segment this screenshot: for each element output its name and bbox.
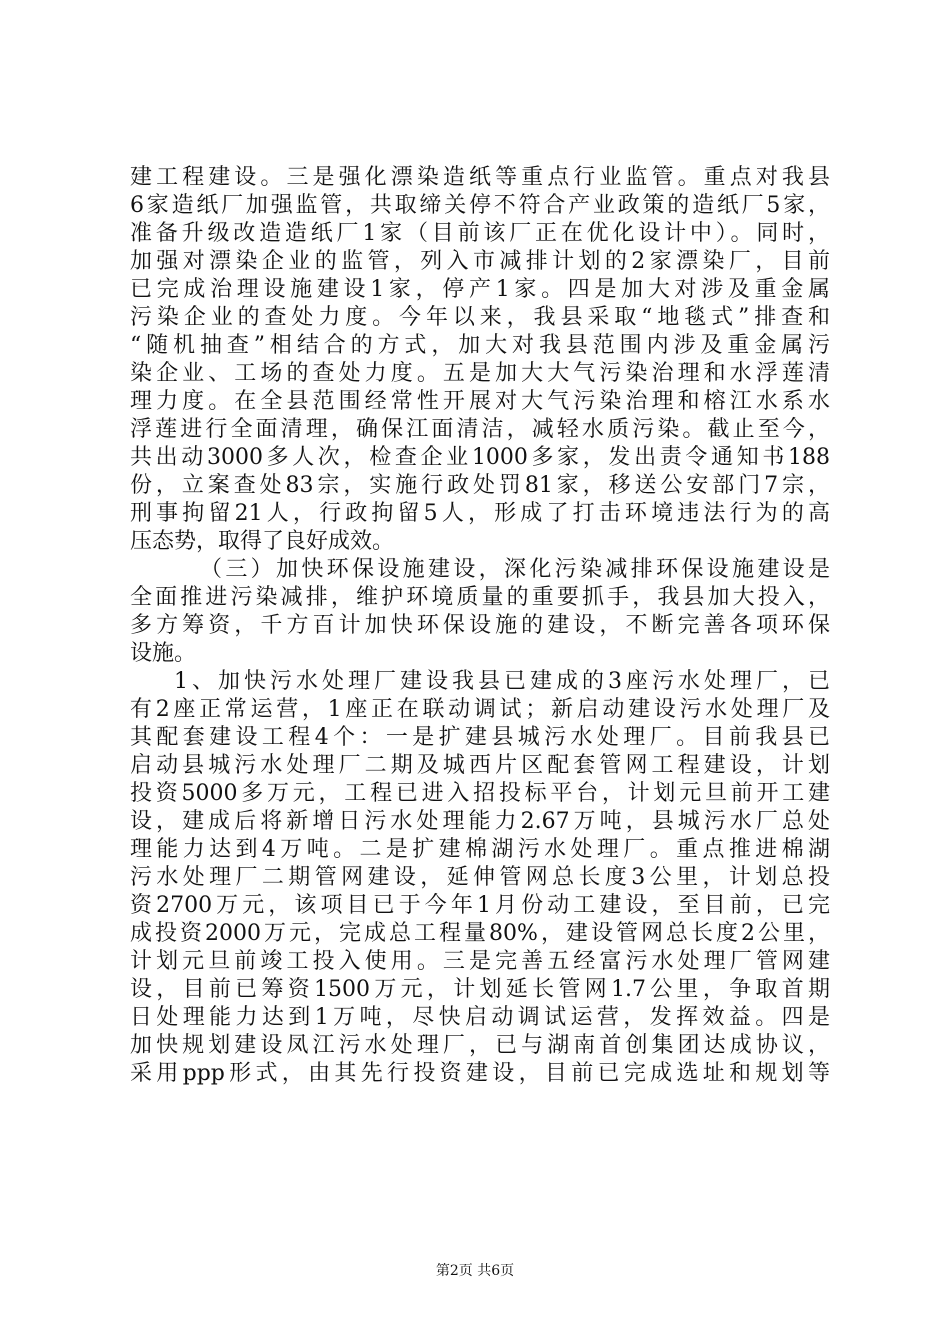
text-line: 理力度。在全县范围经常性开展对大气污染治理和榕江水系水 [130,389,830,414]
text-line: 污染企业的查处力度。今年以来，我县采取“地毯式”排查和 [130,305,830,330]
text-line: 投资5000多万元，工程已进入招投标平台，计划元旦前开工建 [130,781,830,806]
text-line: 污水处理厂二期管网建设，延伸管网总长度3公里，计划总投 [130,865,830,890]
text-line: 浮莲进行全面清理，确保江面清洁，减轻水质污染。截止至今， [130,417,830,442]
text-line: （三）加快环保设施建设，深化污染减排环保设施建设是 [200,557,830,582]
text-line: “随机抽查”相结合的方式，加大对我县范围内涉及重金属污 [130,333,830,358]
text-line: 成投资2000万元，完成总工程量80%，建设管网总长度2公里， [130,921,830,946]
text-line: 资2700万元，该项目已于今年1月份动工建设，至目前，已完 [130,893,830,918]
text-line: 加强对漂染企业的监管，列入市减排计划的2家漂染厂，目前 [130,249,830,274]
text-line: 采用ppp形式，由其先行投资建设，目前已完成选址和规划等 [130,1061,830,1086]
text-line: 设施。 [130,641,197,666]
text-line: 全面推进污染减排，维护环境质量的重要抓手，我县加大投入， [130,585,830,610]
text-line: 压态势，取得了良好成效。 [130,529,395,554]
text-line: 启动县城污水处理厂二期及城西片区配套管网工程建设，计划 [130,753,830,778]
text-line: 已完成治理设施建设1家，停产1家。四是加大对涉及重金属 [130,277,830,302]
paragraph [130,556,830,668]
text-line: 刑事拘留21人，行政拘留5人，形成了打击环境违法行为的高 [130,501,830,526]
text-line: 日处理能力达到1万吨，尽快启动调试运营，发挥效益。四是 [130,1005,830,1030]
page-number: 第2页 共6页 [435,1263,515,1279]
paragraph [130,668,830,1088]
text-line: 多方筹资，千方百计加快环保设施的建设，不断完善各项环保 [130,613,830,638]
text-line: 设，目前已筹资1500万元，计划延长管网1.7公里，争取首期 [130,977,830,1002]
text-line: 6家造纸厂加强监管，共取缔关停不符合产业政策的造纸厂5家， [130,193,830,218]
text-line: 1、加快污水处理厂建设我县已建成的3座污水处理厂，已 [174,669,830,694]
text-line: 份，立案查处83宗，实施行政处罚81家，移送公安部门7宗， [130,473,830,498]
text-line: 其配套建设工程4个：一是扩建县城污水处理厂。目前我县已 [130,725,830,750]
text-line: 设，建成后将新增日污水处理能力2.67万吨，县城污水厂总处 [130,809,830,834]
text-line: 建工程建设。三是强化漂染造纸等重点行业监管。重点对我县 [130,165,830,190]
page-footer [0,1262,950,1280]
text-line: 染企业、工场的查处力度。五是加大大气污染治理和水浮莲清 [130,361,830,386]
text-line: 理能力达到4万吨。二是扩建棉湖污水处理厂。重点推进棉湖 [130,837,830,862]
text-line: 准备升级改造造纸厂1家（目前该厂正在优化设计中）。同时， [130,221,830,246]
text-line: 共出动3000多人次，检查企业1000多家，发出责令通知书188 [130,445,830,470]
text-line: 加快规划建设凤江污水处理厂，已与湖南首创集团达成协议， [130,1033,830,1058]
paragraph [130,164,830,556]
document-body [130,164,830,1088]
text-line: 有2座正常运营，1座正在联动调试；新启动建设污水处理厂及 [130,697,830,722]
text-line: 计划元旦前竣工投入使用。三是完善五经富污水处理厂管网建 [130,949,830,974]
